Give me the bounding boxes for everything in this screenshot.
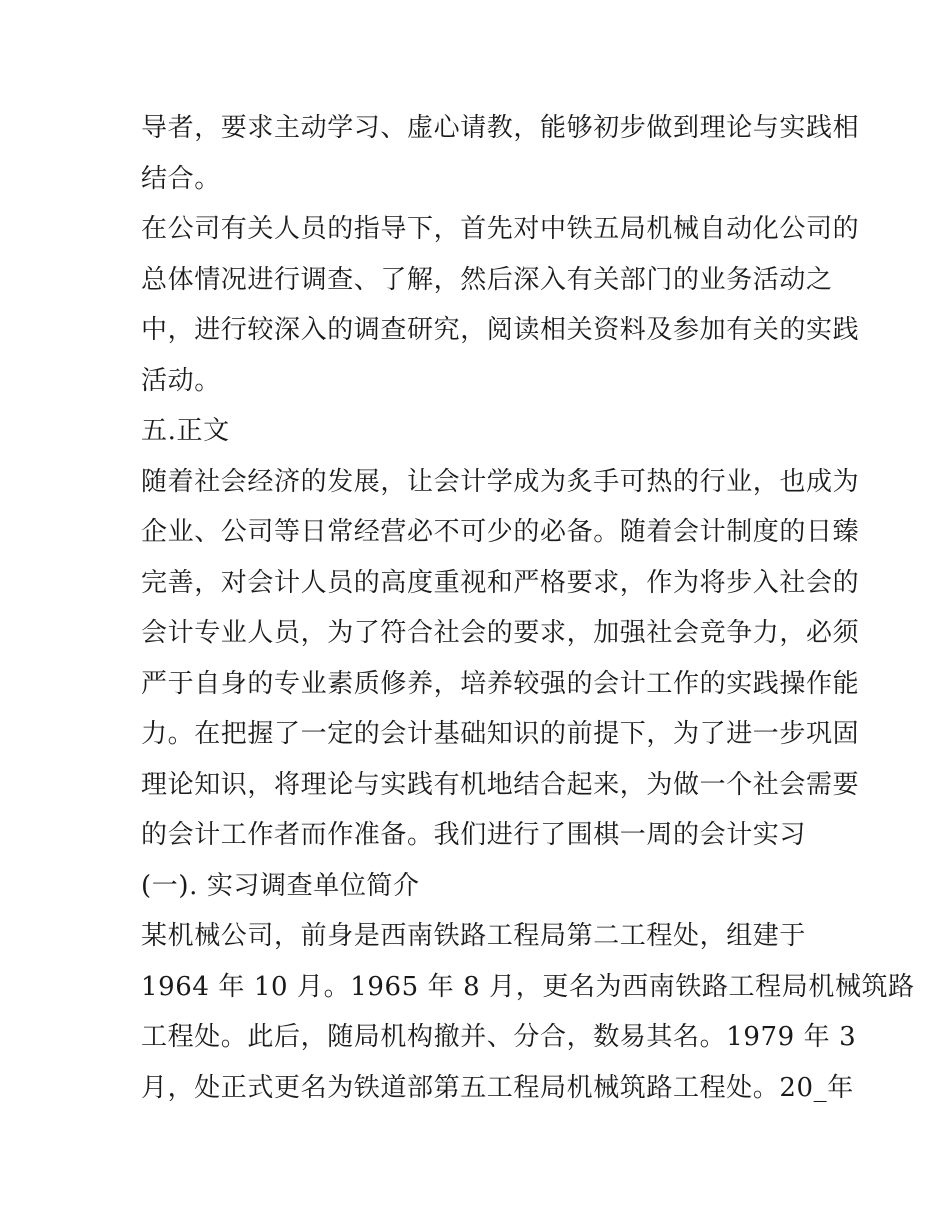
text-line: 活动。 [141,365,221,396]
document-page [141,103,915,1113]
text-line: 企业、公司等日常经营必不可少的必备。随着会计制度的日臻 [141,517,860,547]
text-line: 中，进行较深入的调查研究，阅读相关资料及参加有关的实践 [141,315,860,345]
text-line: 会计专业人员，为了符合社会的要求，加强社会竞争力，必须 [141,618,860,648]
text-line: 某机械公司，前身是西南铁路工程局第二工程处，组建于 [141,921,807,951]
text-line: 结合。 [141,163,221,194]
section-heading: 五.正文 [141,416,230,446]
text-line: 工程处。此后，随局机构撤并、分合，数易其名。1979 年 3 [141,1022,857,1052]
text-line: 导者，要求主动学习、虚心请教，能够初步做到理论与实践相 [141,113,860,143]
text-line: 完善，对会计人员的高度重视和严格要求，作为将步入社会的 [141,567,860,598]
text-line: 力。在把握了一定的会计基础知识的前提下，为了进一步巩固 [141,719,860,749]
text-line: 总体情况进行调查、了解，然后深入有关部门的业务活动之 [141,264,833,295]
text-line: 1964 年 10 月。1965 年 8 月，更名为西南铁路工程局机械筑路 [141,971,915,1002]
text-line: 严于自身的专业素质修养，培养较强的会计工作的实践操作能 [141,668,860,699]
text-line: 月，处正式更名为铁道部第五工程局机械筑路工程处。20_年 [141,1072,854,1103]
text-line: 在公司有关人员的指导下，首先对中铁五局机械自动化公司的 [141,214,860,244]
text-line: 随着社会经济的发展，让会计学成为炙手可热的行业，也成为 [141,466,860,497]
text-line: 的会计工作者而作准备。我们进行了围棋一周的会计实习 [141,820,807,850]
text-line: 理论知识，将理论与实践有机地结合起来，为做一个社会需要 [141,769,860,800]
subsection-heading: (一). 实习调查单位简介 [141,870,420,901]
